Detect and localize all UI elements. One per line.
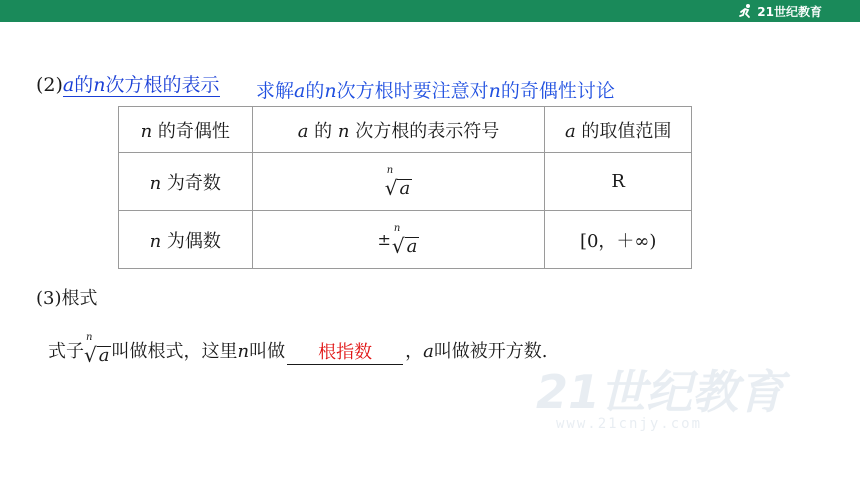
top-bar bbox=[0, 0, 860, 22]
watermark bbox=[536, 365, 785, 432]
table-row bbox=[119, 211, 692, 269]
def-text: ， bbox=[405, 341, 424, 362]
plus-minus-sign: ± bbox=[377, 229, 391, 249]
cell-notation-odd bbox=[252, 153, 545, 211]
brand-text: 21世纪教育 bbox=[757, 4, 822, 19]
def-text: 式子 bbox=[48, 341, 84, 362]
section-number: (2) bbox=[36, 74, 63, 96]
runner-icon bbox=[738, 3, 754, 19]
nth-root-table bbox=[118, 106, 692, 269]
var-n: n bbox=[488, 80, 501, 102]
var-a: a bbox=[62, 74, 75, 96]
watermark-url: www.21cnjy.com bbox=[556, 416, 703, 432]
var-n: n bbox=[237, 341, 250, 362]
header-range: a 的取值范围 bbox=[545, 107, 692, 153]
definition-line bbox=[48, 333, 548, 365]
radical-expression: n √ a bbox=[84, 332, 110, 367]
cell-notation-even bbox=[252, 211, 545, 269]
heading-text: 次方根的表示 bbox=[105, 74, 220, 96]
var-n: n bbox=[324, 80, 337, 102]
note-text: 次方根时要注意对 bbox=[336, 80, 489, 102]
cell-range-odd: R bbox=[545, 153, 692, 211]
heading-text: 的 bbox=[74, 74, 94, 96]
hint-note bbox=[256, 79, 615, 103]
var-n: n bbox=[93, 74, 106, 96]
def-text: 叫做被开方数. bbox=[433, 341, 548, 362]
cell-parity-odd: n 为奇数 bbox=[119, 153, 253, 211]
radical-expression: n √ a bbox=[384, 164, 411, 200]
radical-expression: n √ a bbox=[391, 222, 418, 258]
brand-logo bbox=[738, 1, 822, 21]
note-text: 求解 bbox=[256, 80, 295, 102]
table-row bbox=[119, 153, 692, 211]
watermark-text: 21世纪教育 bbox=[536, 365, 785, 419]
var-a: a bbox=[423, 341, 434, 362]
var-a: a bbox=[294, 80, 306, 102]
note-text: 的 bbox=[305, 80, 325, 102]
header-parity: n 的奇偶性 bbox=[119, 107, 253, 153]
cell-parity-even: n 为偶数 bbox=[119, 211, 253, 269]
section-2-link[interactable] bbox=[63, 74, 220, 97]
section-2-heading bbox=[36, 74, 220, 96]
def-text: 叫做根式，这里 bbox=[111, 341, 238, 362]
section-3-heading: (3)根式 bbox=[36, 288, 98, 309]
cell-range-even: [0，＋∞) bbox=[545, 211, 692, 269]
header-notation: a 的 n 次方根的表示符号 bbox=[252, 107, 545, 153]
def-text: 叫做 bbox=[249, 341, 286, 362]
note-text: 的奇偶性讨论 bbox=[500, 80, 615, 102]
answer-blank[interactable]: 根指数 bbox=[287, 342, 403, 365]
table-header-row bbox=[119, 107, 692, 153]
